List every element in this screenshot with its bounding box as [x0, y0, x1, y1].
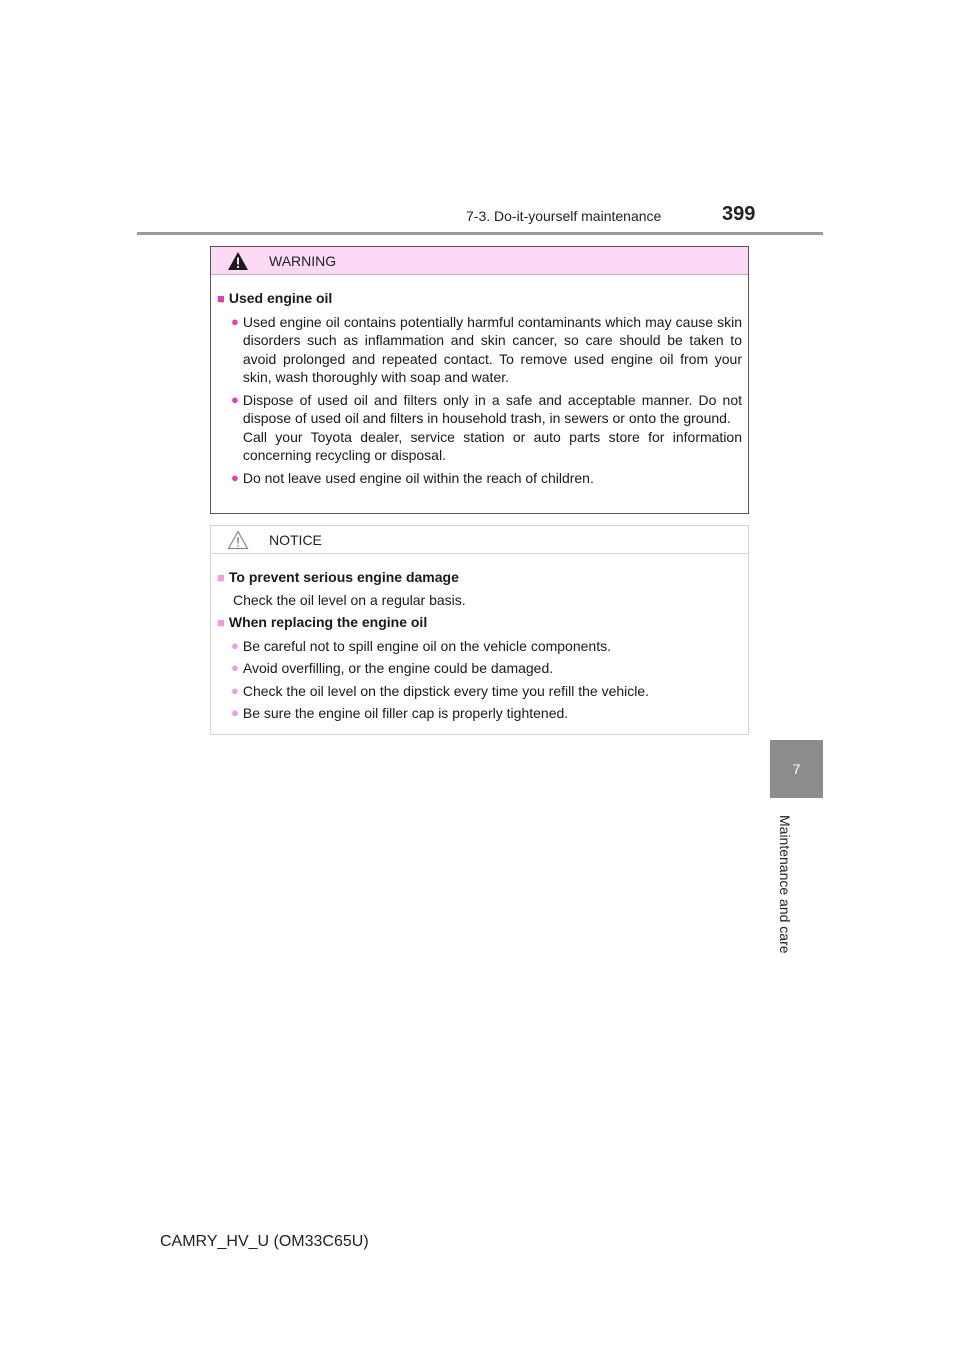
dot-bullet-icon: ●	[231, 637, 239, 653]
notice-plain-text: Check the oil level on a regular basis.	[233, 591, 466, 608]
warning-body	[211, 275, 748, 487]
square-bullet-icon: ■	[217, 570, 225, 585]
list-item-text: Avoid overfilling, or the engine could be damaged.	[242, 660, 554, 676]
list-item	[217, 391, 742, 465]
notice-body	[211, 554, 748, 723]
list-item	[217, 313, 742, 387]
list-item-text: Be careful not to spill engine oil on the vehicle components.	[242, 637, 611, 654]
dot-bullet-icon: ●	[231, 660, 239, 675]
chapter-tab	[770, 740, 823, 798]
dot-bullet-icon: ●	[231, 391, 239, 407]
list-item-text: Be sure the engine oil filler cap is properly tightened.	[242, 705, 569, 721]
page-number: 399	[722, 203, 756, 225]
footer-model-code: CAMRY_HV_U (OM33C65U)	[160, 1233, 369, 1250]
list-item-text: Do not leave used engine oil within the reach of children.	[242, 469, 594, 486]
notice-heading-engine-damage	[217, 568, 742, 588]
list-item	[217, 469, 742, 488]
notice-title: NOTICE	[269, 531, 322, 548]
warning-panel	[210, 246, 749, 514]
dot-bullet-icon: ●	[231, 313, 239, 329]
list-item-text: Dispose of used oil and filters only in a safe and acceptable manner. Do not dispose of used oil and filters in household trash, in sewers or onto the ground. Call your Toyota dealer, service station or auto parts store for information concerning recycling or disposal.	[242, 391, 742, 463]
list-item	[217, 704, 742, 723]
notice-heading-text: When replacing the engine oil	[228, 614, 428, 630]
dot-bullet-icon: ●	[231, 469, 239, 485]
notice-panel	[210, 525, 749, 735]
chapter-title: Maintenance and care	[777, 814, 793, 954]
square-bullet-icon: ■	[217, 291, 225, 306]
warning-title: WARNING	[269, 252, 337, 269]
warning-triangle-icon	[227, 251, 249, 271]
notice-heading-replacing-oil	[217, 613, 742, 633]
warning-heading-used-oil	[217, 289, 742, 309]
notice-heading-text: To prevent serious engine damage	[228, 569, 459, 585]
header-rule	[137, 232, 823, 235]
notice-header	[211, 526, 748, 554]
warning-header	[211, 247, 748, 275]
dot-bullet-icon: ●	[231, 705, 239, 720]
header-section-title: 7-3. Do-it-yourself maintenance	[466, 208, 662, 224]
list-item-text: Used engine oil contains potentially harmful contaminants which may cause skin disorders such as inflammation and skin cancer, so care should be taken to avoid prolonged and repeated contact. To remove used engine oil from your skin, wash thoroughly with soap and water.	[242, 313, 742, 385]
list-item	[217, 637, 742, 656]
warning-heading-text: Used engine oil	[228, 290, 333, 306]
list-item	[217, 682, 742, 701]
list-item	[217, 659, 742, 678]
dot-bullet-icon: ●	[231, 682, 239, 698]
square-bullet-icon: ■	[217, 615, 225, 630]
caution-triangle-outline-icon	[227, 530, 249, 550]
chapter-number: 7	[792, 761, 801, 777]
list-item-text: Check the oil level on the dipstick every time you refill the vehicle.	[242, 682, 650, 699]
